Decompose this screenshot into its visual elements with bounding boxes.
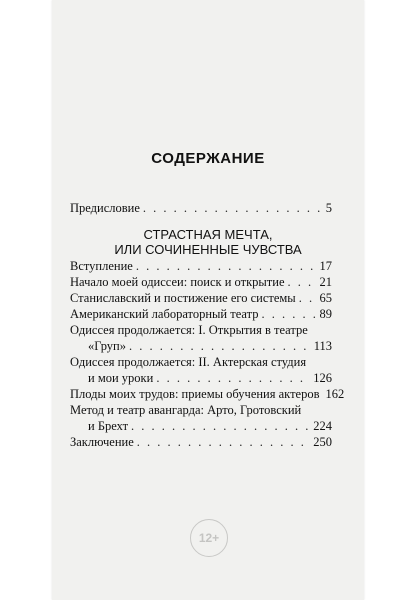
section-heading — [52, 227, 364, 257]
toc-entry-page: 89 — [319, 307, 332, 321]
toc-entry-label-line-1: Одиссея продолжается: I. Открытия в театре — [70, 323, 308, 337]
toc-entry-page: 224 — [313, 419, 332, 433]
toc-entry — [70, 258, 332, 274]
toc-entry-label: Вступление — [70, 259, 133, 273]
toc-entry — [70, 306, 332, 322]
toc-entry-page: 5 — [325, 201, 332, 215]
toc-entry-page: 65 — [319, 291, 332, 305]
dot-leader — [262, 306, 317, 322]
toc-entry-page: 162 — [325, 387, 345, 401]
toc-entry — [70, 274, 332, 290]
toc-entry-preface — [70, 200, 332, 216]
dot-leader — [299, 290, 317, 306]
toc-entry — [70, 290, 332, 306]
section-heading-line-1: СТРАСТНАЯ МЕЧТА, — [143, 227, 273, 242]
toc-entry — [70, 322, 332, 354]
toc-entry — [70, 434, 332, 450]
toc-entry — [70, 354, 332, 386]
toc-list — [70, 258, 345, 450]
toc-entry-label-line-1: Метод и театр авангарда: Арто, Гротовский — [70, 403, 302, 417]
toc-entry-label-line-2: «Груп» — [88, 339, 126, 353]
toc-entry-label: Американский лабораторный театр — [70, 307, 259, 321]
dot-leader — [156, 370, 310, 386]
preface-block — [70, 200, 332, 216]
section-heading-line-2: ИЛИ СОЧИНЕННЫЕ ЧУВСТВА — [114, 242, 302, 257]
age-rating-badge — [190, 519, 228, 557]
dot-leader — [131, 418, 310, 434]
toc-entry-label-line-2: и мои уроки — [88, 371, 154, 385]
toc-entry — [70, 402, 332, 434]
toc-entry-label-line-2: и Брехт — [88, 419, 129, 433]
toc-title: СОДЕРЖАНИЕ — [151, 150, 265, 167]
toc-entry-page: 17 — [319, 259, 332, 273]
toc-entry-label-line-1: Одиссея продолжается: II. Актерская студия — [70, 355, 307, 369]
toc-entry-label: Предисловие — [70, 201, 140, 215]
dot-leader — [137, 434, 311, 450]
toc-entry-label: Начало моей одиссеи: поиск и открытие — [70, 275, 285, 289]
dot-leader — [129, 338, 311, 354]
book-page — [52, 0, 364, 600]
toc-entry-page: 250 — [313, 435, 332, 449]
toc-entry-label: Заключение — [70, 435, 134, 449]
toc-entry-label: Плоды моих трудов: приемы обучения актеров — [70, 387, 320, 401]
toc-entry — [70, 386, 345, 402]
toc-entry-page: 21 — [319, 275, 332, 289]
dot-leader — [143, 200, 323, 216]
age-rating-text: 12+ — [198, 531, 220, 545]
dot-leader — [288, 274, 317, 290]
toc-entry-page: 113 — [313, 339, 332, 353]
toc-entry-label: Станиславский и постижение его системы — [70, 291, 296, 305]
dot-leader — [136, 258, 317, 274]
toc-entry-page: 126 — [313, 371, 332, 385]
